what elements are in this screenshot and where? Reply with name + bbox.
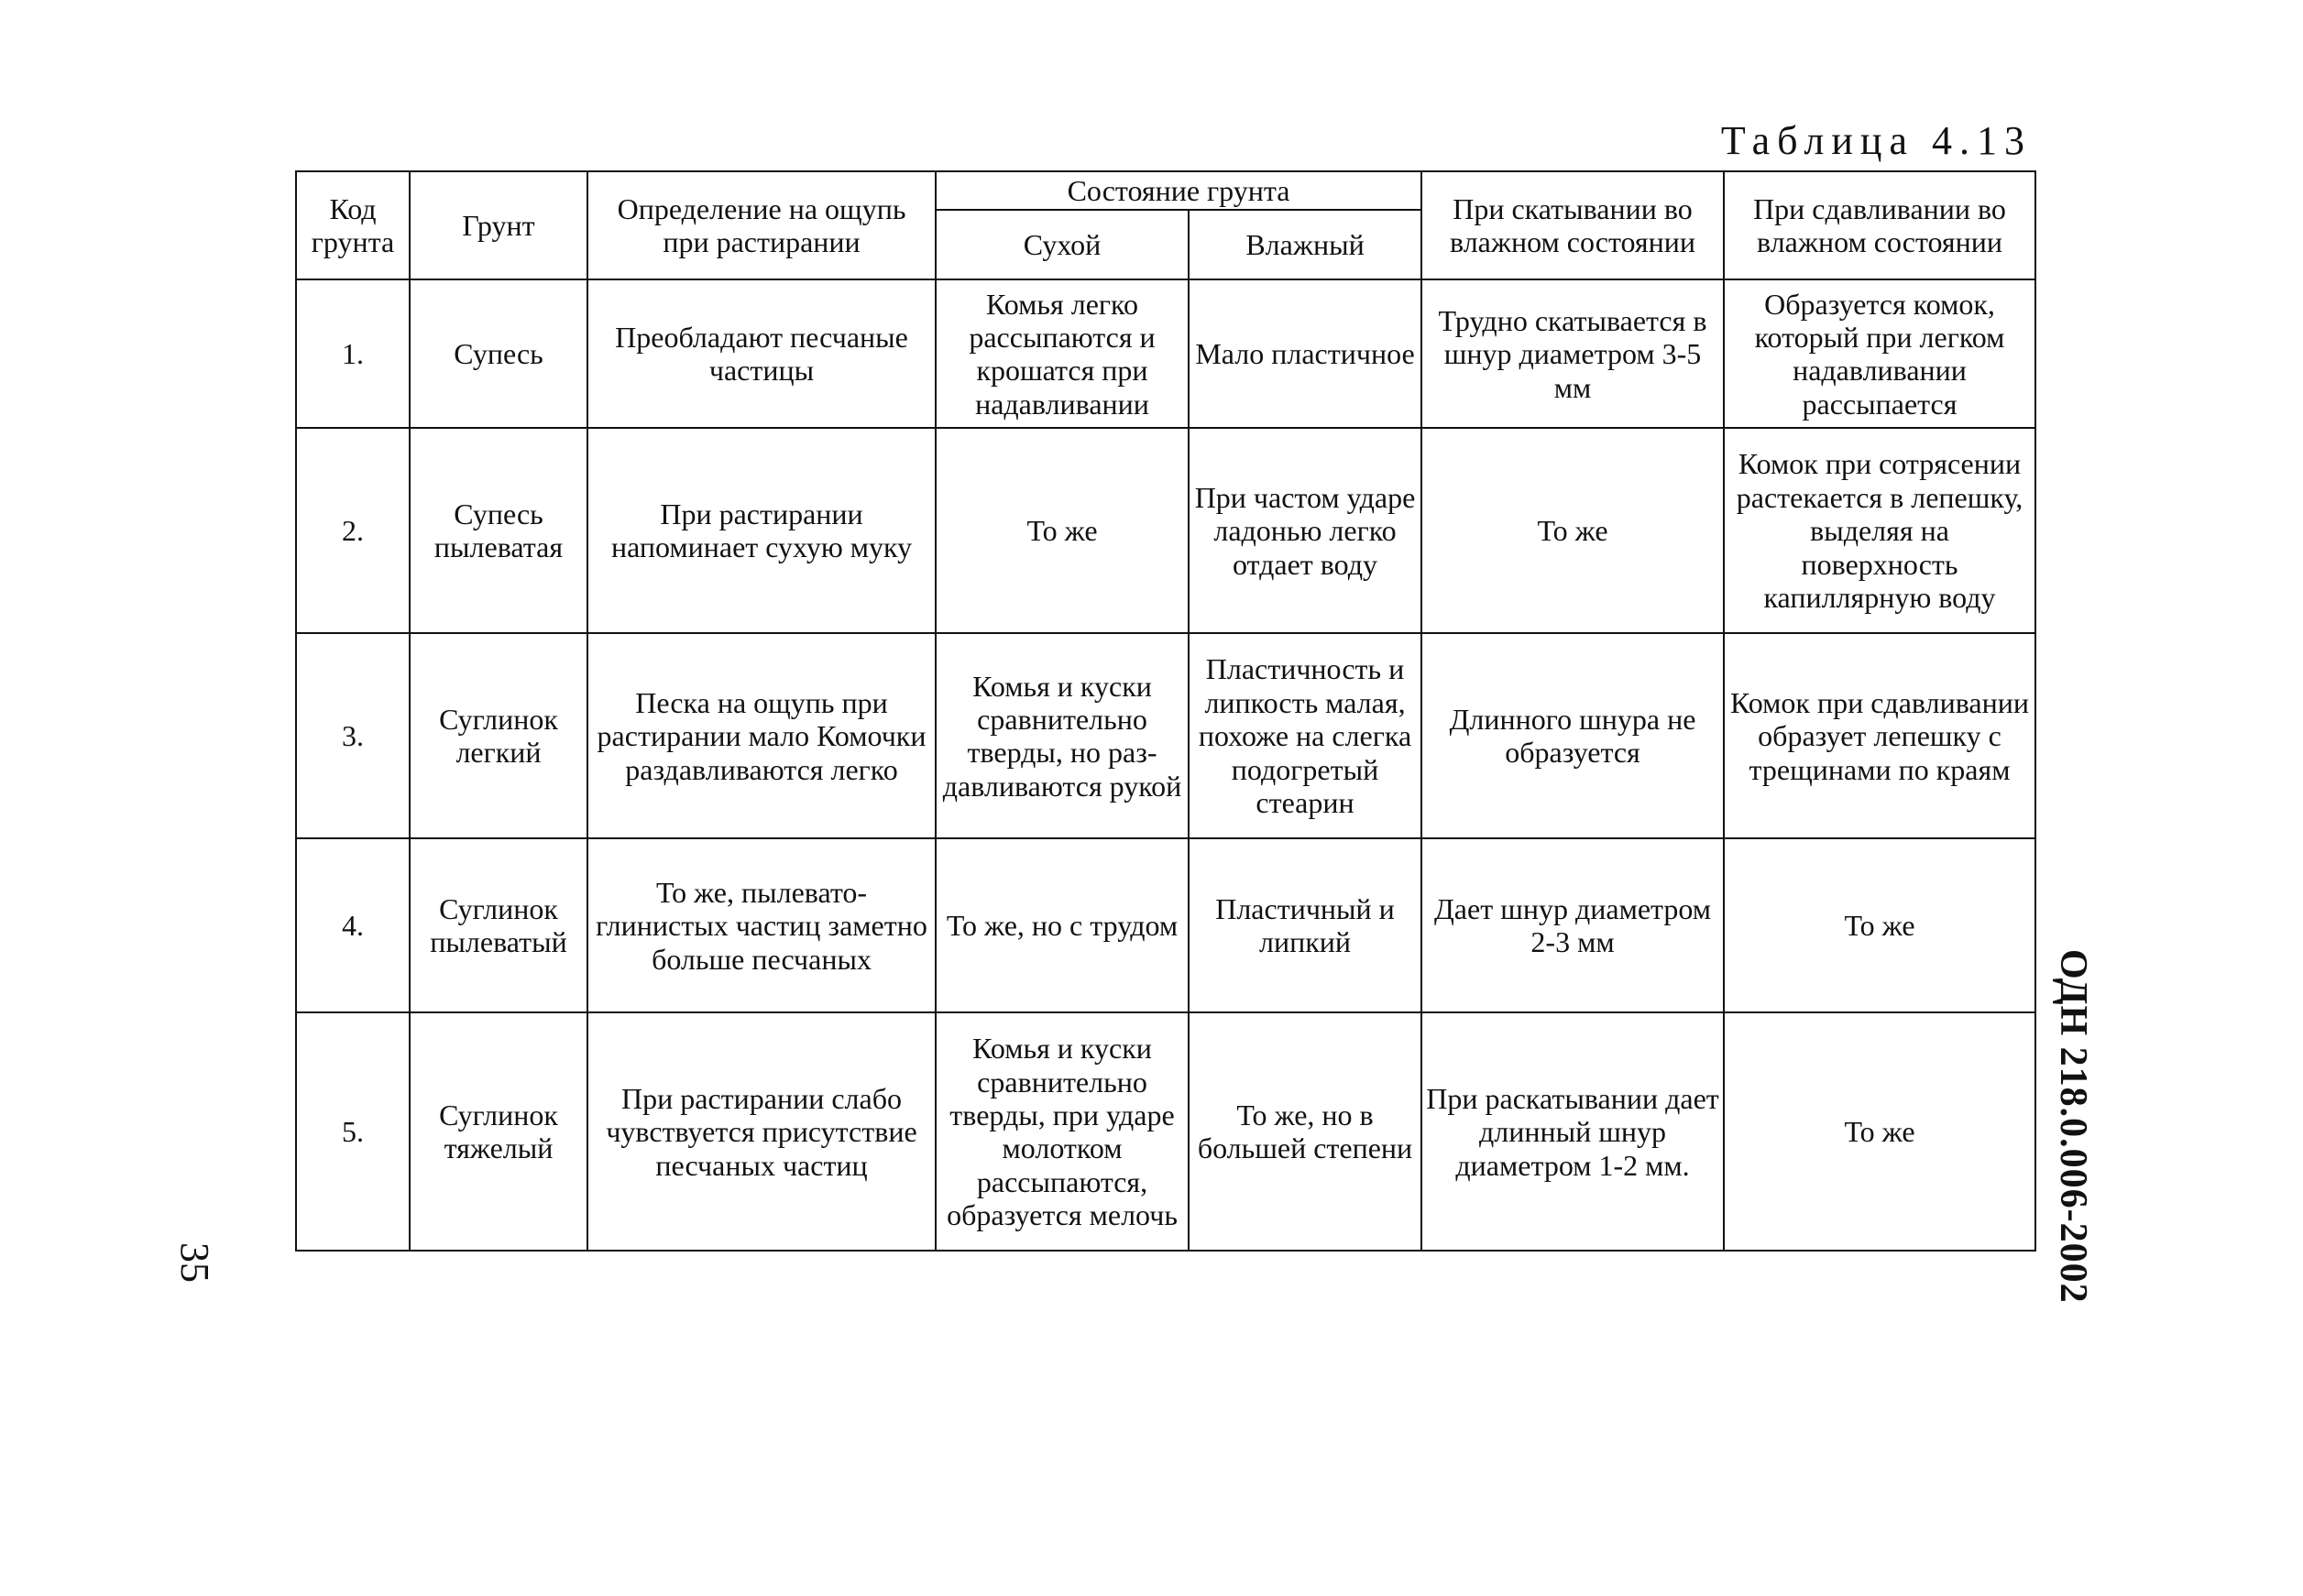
cell-touch: При растирании слабо чувствуется присутствие песчаных частиц	[587, 1012, 936, 1251]
cell-touch: Песка на ощупь при растирании мало Комочки раздавливаются легко	[587, 633, 936, 838]
header-squeezing: При сдавливании во влажном состоянии	[1724, 171, 2035, 279]
cell-touch: То же, пылевато-глинистых частиц заметно больше песчаных	[587, 838, 936, 1012]
cell-dry: Комья и куски сравнительно тверды, но раз-давливаются рукой	[936, 633, 1189, 838]
cell-soil: Супесь пылеватая	[410, 428, 587, 633]
cell-dry: Комья легко рассыпаются и крошатся при надавливании	[936, 279, 1189, 428]
header-soil: Грунт	[410, 171, 587, 279]
cell-touch: Преобладают песчаные частицы	[587, 279, 936, 428]
cell-rolling: То же	[1421, 428, 1724, 633]
table-row	[296, 1012, 2035, 1251]
header-dry: Сухой	[936, 210, 1189, 279]
table-caption: Таблица 4.13	[1720, 118, 2032, 163]
header-rolling: При скатывании во влажном состоянии	[1421, 171, 1724, 279]
cell-rolling: Дает шнур диаметром 2-3 мм	[1421, 838, 1724, 1012]
header-touch: Определение на ощупь при растирании	[587, 171, 936, 279]
table-row	[296, 838, 2035, 1012]
cell-rolling: При раскатывании дает длинный шнур диаметром 1-2 мм.	[1421, 1012, 1724, 1251]
cell-rolling: Трудно скатывается в шнур диаметром 3-5 мм	[1421, 279, 1724, 428]
cell-rolling: Длинного шнура не образуется	[1421, 633, 1724, 838]
cell-squeezing: Комок при сотрясении растекается в лепешку, выделяя на поверхность капиллярную воду	[1724, 428, 2035, 633]
header-wet: Влажный	[1189, 210, 1421, 279]
cell-squeezing: То же	[1724, 838, 2035, 1012]
cell-code: 3.	[296, 633, 410, 838]
cell-wet: Пластичный и липкий	[1189, 838, 1421, 1012]
cell-wet: Мало пластичное	[1189, 279, 1421, 428]
cell-code: 2.	[296, 428, 410, 633]
cell-wet: При частом ударе ладонью легко отдает воду	[1189, 428, 1421, 633]
table-row	[296, 428, 2035, 633]
table-row	[296, 633, 2035, 838]
header-state-group: Состояние грунта	[936, 171, 1421, 210]
cell-squeezing: То же	[1724, 1012, 2035, 1251]
table-row	[296, 279, 2035, 428]
cell-dry: Комья и куски сравнительно тверды, при ударе молотком рассыпаются, образуется мелочь	[936, 1012, 1189, 1251]
cell-code: 4.	[296, 838, 410, 1012]
cell-touch: При растирании напоминает сухую муку	[587, 428, 936, 633]
page-number: 35	[172, 1242, 217, 1283]
cell-soil: Супесь	[410, 279, 587, 428]
header-row	[296, 171, 2035, 210]
cell-dry: То же	[936, 428, 1189, 633]
cell-dry: То же, но с трудом	[936, 838, 1189, 1012]
cell-wet: То же, но в большей степени	[1189, 1012, 1421, 1251]
cell-squeezing: Комок при сдавливании образует лепешку с трещинами по краям	[1724, 633, 2035, 838]
soil-classification-table	[295, 170, 2036, 1252]
cell-wet: Пластичность и липкость малая, похоже на слегка подогретый стеарин	[1189, 633, 1421, 838]
cell-code: 5.	[296, 1012, 410, 1251]
cell-soil: Суглинок тяжелый	[410, 1012, 587, 1251]
cell-soil: Суглинок легкий	[410, 633, 587, 838]
header-code: Код грунта	[296, 171, 410, 279]
document-code: ОДН 218.0.006-2002	[2052, 949, 2094, 1304]
cell-soil: Суглинок пылеватый	[410, 838, 587, 1012]
cell-code: 1.	[296, 279, 410, 428]
cell-squeezing: Образуется комок, который при легком надавливании рассыпается	[1724, 279, 2035, 428]
